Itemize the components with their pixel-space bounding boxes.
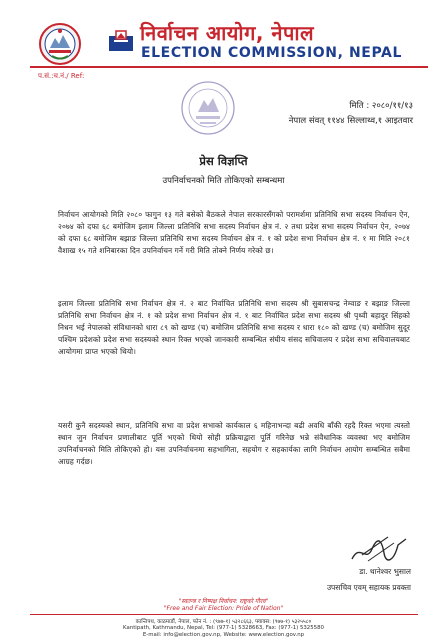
official-stamp-icon (178, 78, 238, 140)
footer-tagline-english: "Free and Fair Election: Pride of Nation" (163, 605, 284, 612)
nepal-sambat-date: नेपाल संवत् ११४४ सिल्लाथ्व,१ आइतवार (288, 116, 413, 126)
signature-icon (348, 533, 410, 567)
signatory-name: डा. थानेश्वर भुसाल (359, 567, 411, 576)
footer-divider (30, 614, 418, 615)
footer-address-nepali: कान्तिपथ, काठमाडौं, नेपाल, फोन नं. : (९७७-१) ५३२८६६३, फ्याक्स: (९७७-१) ५३२५५८० (135, 619, 312, 625)
org-title-english: ELECTION COMMISSION, NEPAL (141, 45, 402, 61)
header-divider (30, 66, 428, 68)
signatory-title: उपसचिव एवम् सहायक प्रवक्ता (326, 583, 411, 592)
footer-contact: E-mail: info@election.gov.np, Website: www.election.gov.np (142, 632, 305, 638)
document-subject: उपनिर्वाचनको मिति तोकिएको सम्बन्धमा (162, 176, 285, 186)
footer-address-english: Kantipath, Kathmandu, Nepal, Tel: (977-1) 5328663, Fax: (977-1) 5325580 (123, 625, 324, 631)
footer-tagline-nepali: "स्वतन्त्र र निष्पक्ष निर्वाचन: राष्ट्रको गौरव" (178, 598, 269, 605)
org-title-nepali: निर्वाचन आयोग, नेपाल (140, 21, 315, 45)
reference-label: प.सं.:च.नं./ Ref: (38, 72, 85, 80)
date-line: मिति : २०८०/११/१३ (349, 101, 413, 111)
ballot-box-logo-icon (108, 30, 134, 52)
body-paragraph-1: निर्वाचन आयोगको मिति २०८० फागुन १३ गते बसेको बैठकले नेपाल सरकारसँगको परामर्शमा प्रतिनिधि सभा सदस्य निर्वाचन ऐन, २०७४ को दफा ६८ बमोजिम इलाम जिल्ला प्रतिनिधि सभा सदस्य निर्वाचन क्षेत्र नं. २ तथा प्रदेश सभा सदस्य निर्वाचन ऐन, २०७४ को दफा ६८ बमोजिम बझाङ जिल्ला प्रतिनिधि सभा सदस्य निर्वाचन क्षेत्र नं. १ को प्रदेश सभा निर्वाचन क्षेत्र नं. १ मा मिति २०८१ वैशाख १५ गते शनिबारका दिन उपनिर्वाचन गर्ने गरी मिति तोक्ने निर्णय गरेको छ। (58, 210, 410, 255)
body-paragraph-3: यसरी कुनै सदस्यको स्थान, प्रतिनिधि सभा वा प्रदेश सभाको कार्यकाल ६ महिनाभन्दा बढी अवधि बाँकी रहदै रिक्त भएमा त्यस्तो स्थान जुन निर्वाचन प्रणालीबाट पूर्ति भएको थियो सोही प्रक्रियाद्वारा पूर्ति गरिनेछ भन्ने संवैधानिक व्यवस्था भए बमोजिम उपनिर्वाचनको मिति तोकिएको हो। यस उपनिर्वाचनमा सहभागिता, सहयोग र सहकार्यका लागि निर्वाचन आयोग सम्बन्धित सबैमा आग्रह गर्दछ। (58, 421, 410, 466)
document-heading: प्रेस विज्ञप्ति (199, 154, 248, 168)
nepal-emblem-icon (38, 22, 82, 66)
body-paragraph-2: इलाम जिल्ला प्रतिनिधि सभा निर्वाचन क्षेत्र नं. २ बाट निर्वाचित प्रतिनिधि सभा सदस्य श्री सुबासचन्द्र नेम्वाङ र बझाङ जिल्ला प्रतिनिधि सभा निर्वाचन क्षेत्र नं. १ को प्रदेश सभा निर्वाचन क्षेत्र नं. १ बाट निर्वाचित प्रदेश सभा सदस्य श्री पृथ्वी बहादुर सिंहको निधन भई नेपालको संविधानको धारा ८९ को खण्ड (च) बमोजिम प्रतिनिधि सभा सदस्य र धारा १८० को खण्ड (च) बमोजिम सुदूर पश्चिम प्रदेशको प्रदेश सभा सदस्यको स्थान रिक्त भएको जानकारी सम्बन्धित संघीय संसद सचिवालय र प्रदेश सभा सचिवालयबाट आयोगमा प्राप्त भएको थियो। (58, 299, 410, 356)
